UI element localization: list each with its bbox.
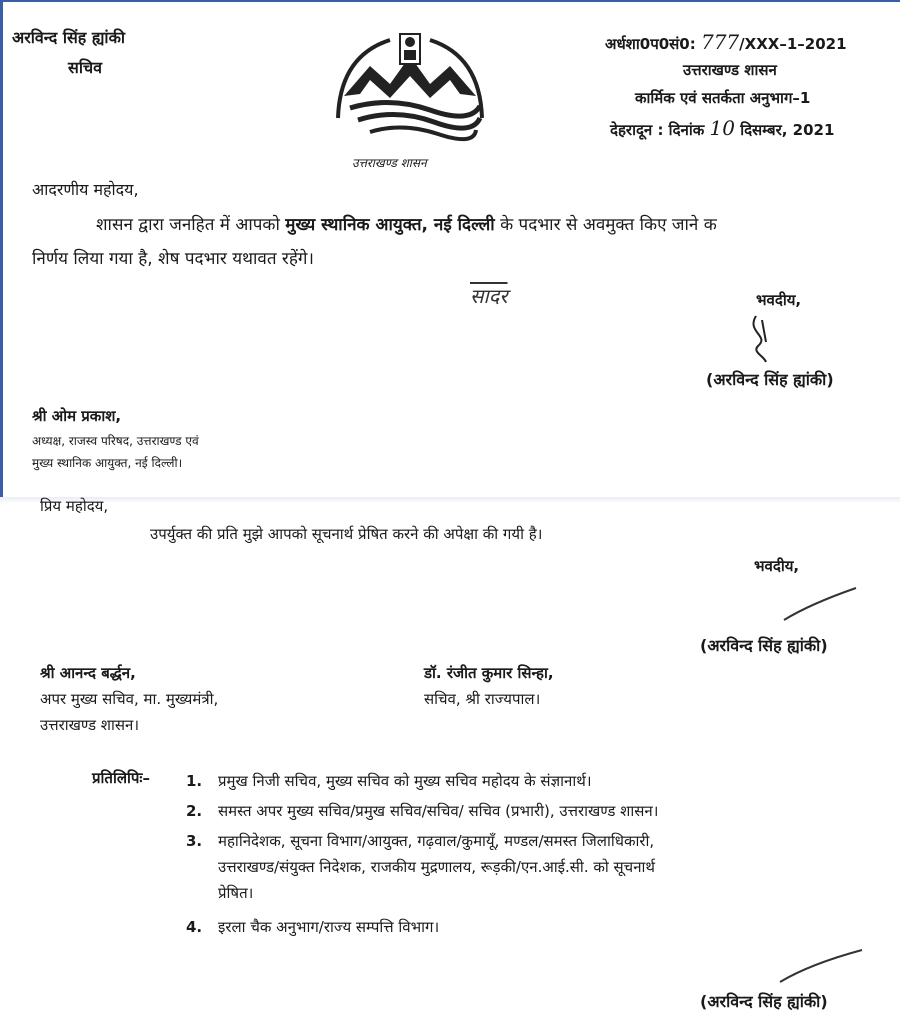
recipient-2-name: डॉ. रंजीत कुमार सिन्हा, [424, 664, 554, 682]
scan-top-edge [0, 0, 900, 2]
letter-date [610, 116, 834, 140]
letter-body-2: उपर्युक्त की प्रति मुझे आपको सूचनार्थ प्रेषित करने की अपेक्षा की गयी है। [150, 525, 543, 543]
reference-handwritten-number: 777 [700, 30, 740, 54]
letter-body-1-post: के पदभार से अवमुक्त किए जाने क [494, 215, 717, 235]
logo-caption: उत्तराखण्ड शासन [352, 156, 427, 170]
salutation-1: आदरणीय महोदय, [32, 180, 139, 199]
copy-item-1-text: प्रमुख निजी सचिव, मुख्य सचिव को मुख्य सचिव महोदय के संज्ञानार्थ। [218, 772, 592, 790]
copy-item-3 [186, 828, 658, 906]
recipient-1-line-1: अपर मुख्य सचिव, मा. मुख्यमंत्री, [40, 690, 219, 708]
copy-item-3-line-2: उत्तराखण्ड/संयुक्त निदेशक, राजकीय मुद्रणालय, रूड़की/एन.आई.सी. को सूचनार्थ [218, 858, 655, 876]
signature-name-3: (अरविन्द सिंह ह्यांकी) [700, 992, 828, 1011]
addressee-name: श्री ओम प्रकाश, [32, 407, 122, 425]
copy-item-2-num: 2. [186, 802, 203, 820]
copy-item-2 [186, 798, 658, 824]
date-handwritten-day: 10 [709, 116, 735, 140]
sender-name: अरविन्द सिंह ह्यांकी [12, 28, 126, 47]
letter-body-1-bold: मुख्य स्थानिक आयुक्त, नई दिल्ली [285, 215, 495, 235]
recipient-2 [424, 660, 554, 712]
handwritten-saadar: सादर [470, 284, 508, 308]
copy-list [186, 768, 658, 940]
copy-item-4-num: 4. [186, 918, 203, 936]
uttarakhand-emblem-logo [330, 26, 490, 156]
mountain-river-emblem-icon [330, 26, 490, 156]
government-name: उत्तराखण्ड शासन [683, 61, 777, 79]
copy-item-3-line-3: प्रेषित। [218, 884, 254, 902]
signature-name-2: (अरविन्द सिंह ह्यांकी) [700, 636, 828, 655]
reference-prefix: अर्धशा0प0सं0: [605, 35, 696, 53]
closing-2: भवदीय, [754, 557, 800, 575]
date-prefix: देहरादून : दिनांक [610, 121, 705, 139]
closing-1: भवदीय, [756, 291, 802, 309]
addressee-line-2: मुख्य स्थानिक आयुक्त, नई दिल्ली। [32, 456, 183, 470]
copy-item-1 [186, 768, 658, 794]
copy-label: प्रतिलिपिः– [92, 769, 150, 787]
copy-item-3-num: 3. [186, 832, 203, 850]
signature-3-icon [776, 946, 866, 986]
addressee-line-1: अध्यक्ष, राजस्व परिषद, उत्तराखण्ड एवं [32, 434, 199, 448]
signature-name-1: (अरविन्द सिंह ह्यांकी) [706, 370, 834, 389]
copy-item-4 [186, 914, 658, 940]
signature-1-icon [742, 312, 782, 364]
scan-left-edge [0, 0, 3, 500]
signature-2-icon [780, 584, 860, 624]
reference-suffix: /XXX–1–2021 [739, 35, 847, 53]
copy-item-4-text: इरला चैक अनुभाग/राज्य सम्पत्ति विभाग। [218, 918, 440, 936]
copy-item-2-text: समस्त अपर मुख्य सचिव/प्रमुख सचिव/सचिव/ सचिव (प्रभारी), उत्तराखण्ड शासन। [218, 802, 659, 820]
recipient-2-line-1: सचिव, श्री राज्यपाल। [424, 690, 541, 708]
copy-item-1-num: 1. [186, 772, 203, 790]
department-name: कार्मिक एवं सतर्कता अनुभाग–1 [635, 89, 811, 107]
recipient-1 [40, 660, 218, 738]
sender-title: सचिव [68, 58, 103, 77]
date-suffix: दिसम्बर, 2021 [740, 121, 835, 139]
recipient-1-line-2: उत्तराखण्ड शासन। [40, 716, 140, 734]
salutation-2: प्रिय महोदय, [40, 497, 109, 515]
reference-number [605, 30, 847, 54]
letter-body-1-pre: शासन द्वारा जनहित में आपको [96, 215, 286, 235]
scan-seam [0, 497, 900, 503]
letter-body-1 [32, 208, 900, 276]
letter-body-1-line2: निर्णय लिया गया है, शेष पदभार यथावत रहेंगे। [32, 249, 314, 269]
recipient-1-name: श्री आनन्द बर्द्धन, [40, 664, 136, 682]
copy-item-3-line-1: महानिदेशक, सूचना विभाग/आयुक्त, गढ़वाल/कुमायूँ, मण्डल/समस्त जिलाधिकारी, [218, 832, 655, 850]
